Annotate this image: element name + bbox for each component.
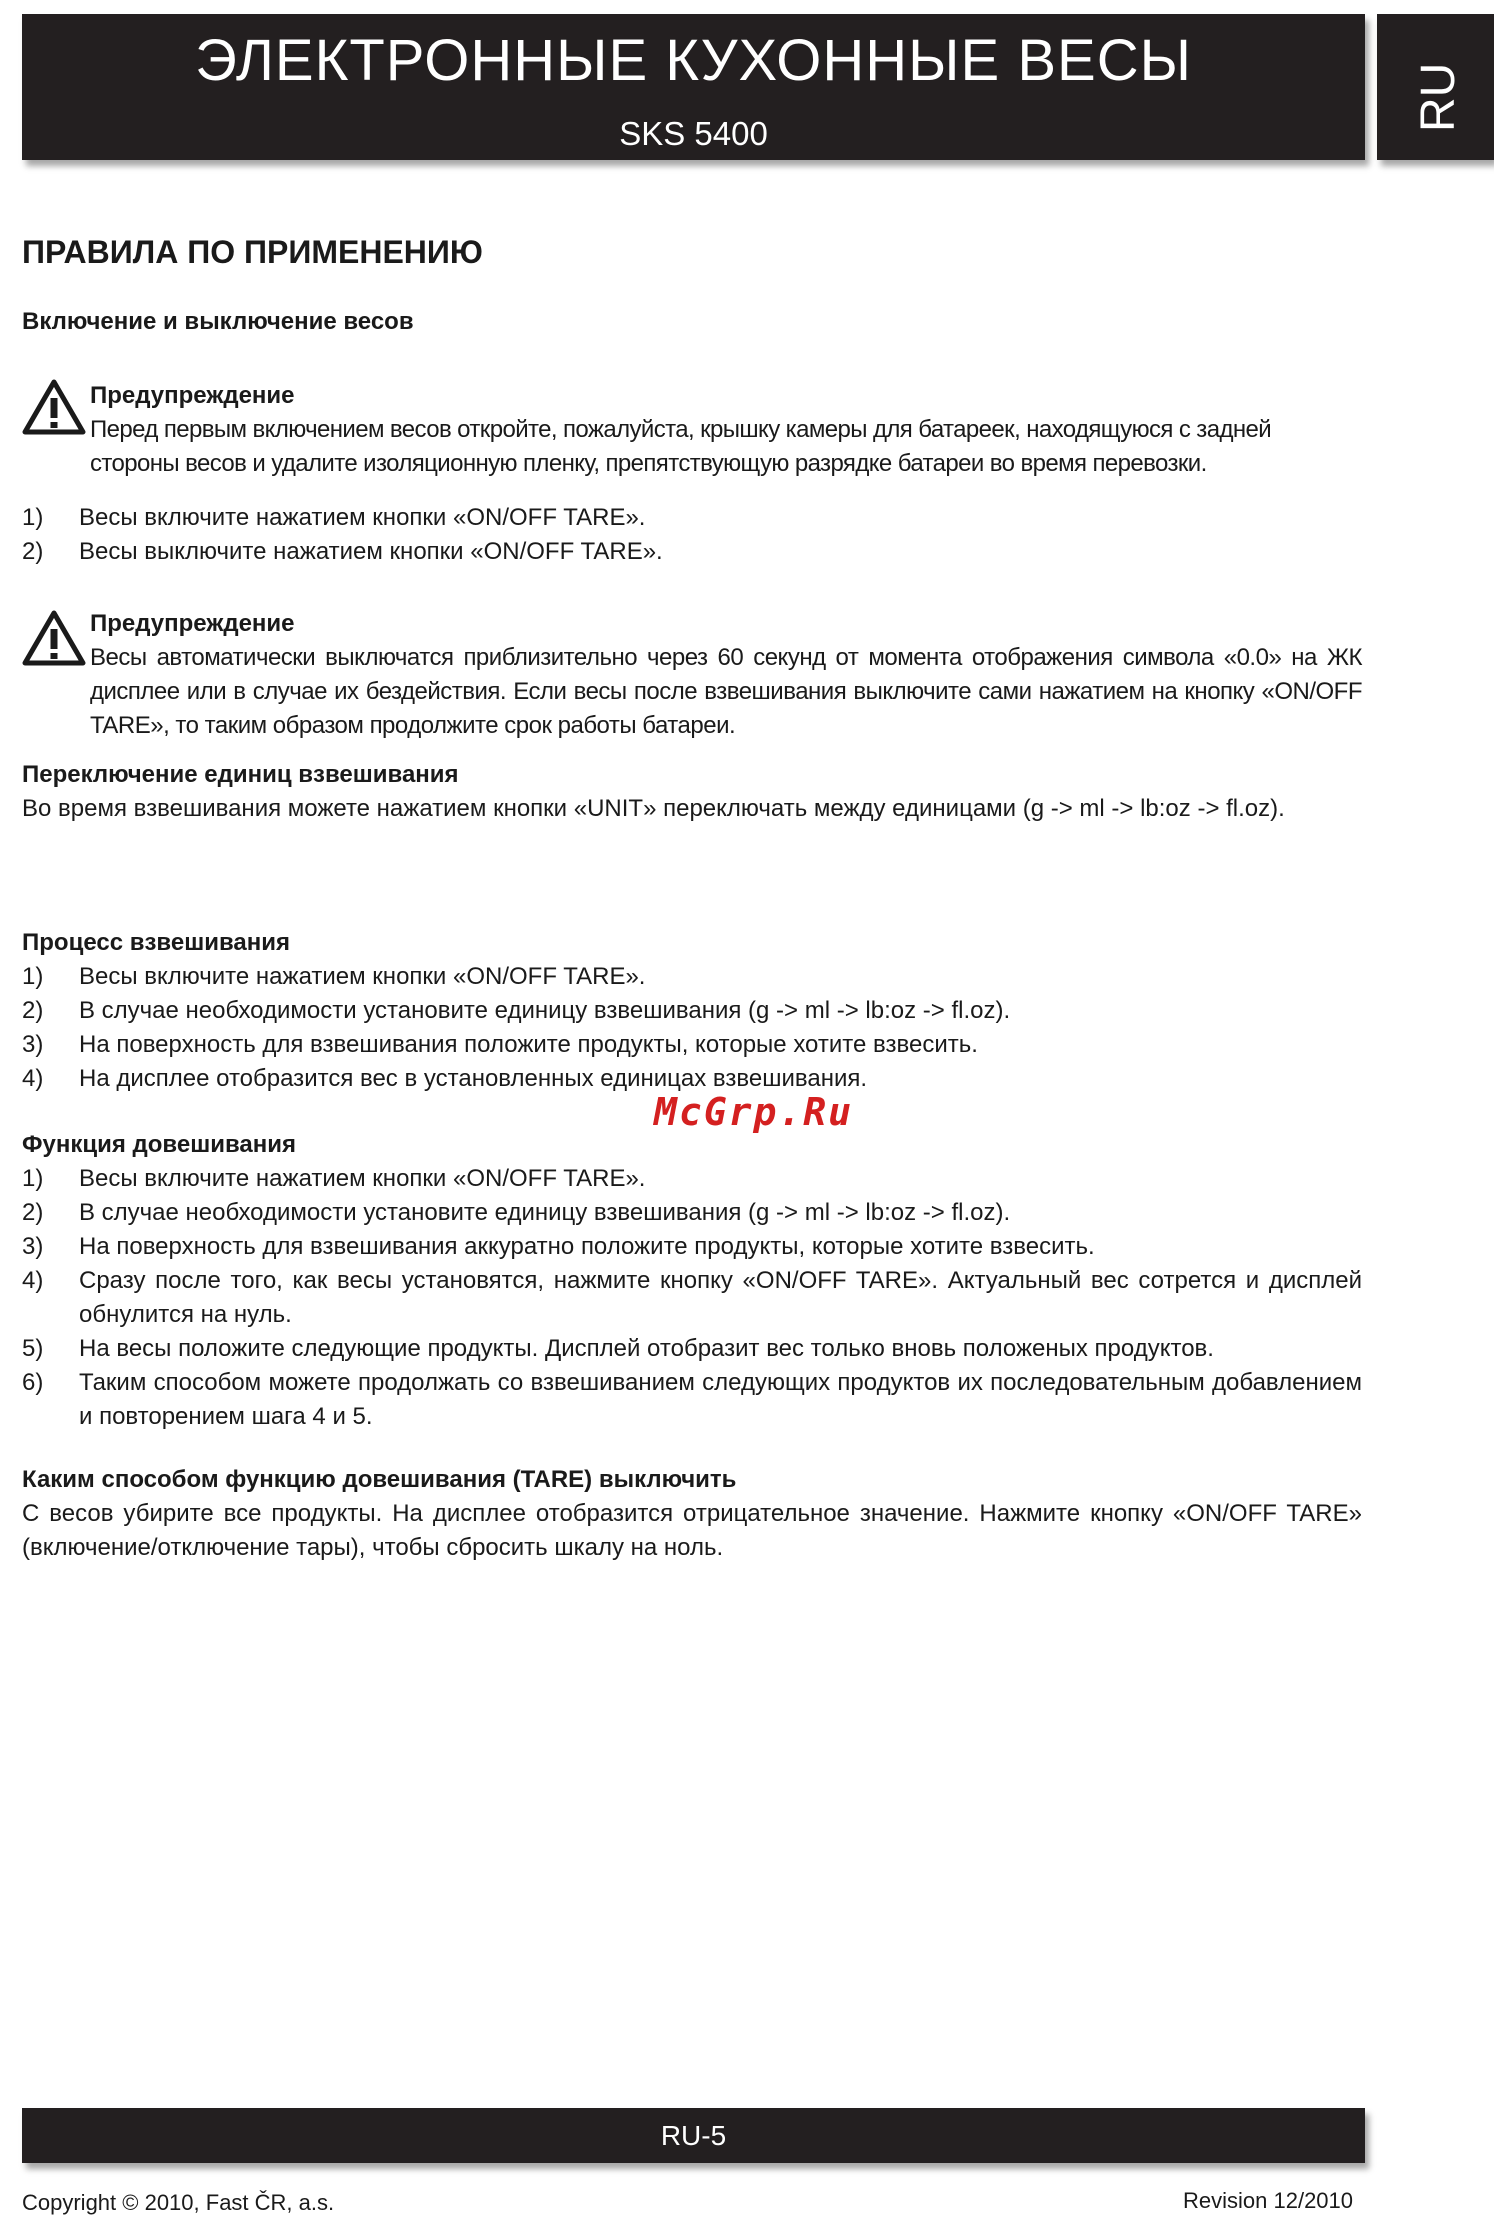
step-number: 1): [22, 504, 44, 531]
step-text: На весы положите следующие продукты. Дисплей отобразит вес только вновь положеных продуктов.: [79, 1335, 1214, 1362]
header-bar: [22, 14, 1365, 160]
step-number: 3): [22, 1233, 44, 1260]
step-number: 4): [22, 1267, 44, 1294]
document-title: ЭЛЕКТРОННЫЕ КУХОННЫЕ ВЕСЫ: [195, 28, 1192, 93]
step-text: Сразу после того, как весы установятся, нажмите кнопку «ON/OFF TARE». Актуальный вес сотрется и дисплей обнулится на нуль.: [79, 1267, 1362, 1328]
tare-off-heading: Каким способом функцию довешивания (TARE) выключить: [22, 1466, 737, 1493]
step-text: В случае необходимости установите единицу взвешивания (g -> ml -> lb:oz -> fl.oz).: [79, 1199, 1011, 1226]
model-number: SKS 5400: [619, 115, 768, 152]
step-text: Весы выключите нажатием кнопки «ON/OFF TARE».: [79, 538, 663, 565]
step-number: 1): [22, 1165, 44, 1192]
language-tab: [1377, 14, 1494, 160]
warning-text-line: Перед первым включением весов откройте, пожалуйста, крышку камеры для батареек, находящуюся с задней: [90, 416, 1272, 443]
step-number: 2): [22, 538, 44, 565]
copyright-notice: Copyright © 2010, Fast ČR, a.s.: [22, 2190, 335, 2215]
step-text: На дисплее отобразится вес в установленных единицах взвешивания.: [79, 1065, 868, 1092]
step-number: 2): [22, 1199, 44, 1226]
language-label: RU: [1412, 62, 1465, 132]
step-number: 4): [22, 1065, 44, 1092]
units-text: Во время взвешивания можете нажатием кнопки «UNIT» переключать между единицами (g -> ml -> lb:oz -> fl.oz).: [22, 795, 1285, 822]
warning-icon: [22, 609, 86, 667]
warning-text-line: стороны весов и удалите изоляционную пленку, препятствующую разрядке батареи во время перевозки.: [90, 450, 1207, 477]
page-number: RU-5: [660, 2120, 727, 2151]
weighing-heading: Процесс взвешивания: [22, 929, 290, 956]
warning-text: Весы автоматически выключатся приблизительно через 60 секунд от момента отображения символа «0.0» на ЖК дисплее или в случае их бездействия. Если весы после взвешивания выключите сами нажатием на кнопку «ON/OFF TARE», то таким образом продолжите срок работы батареи.: [90, 644, 1362, 739]
step-text: Весы включите нажатием кнопки «ON/OFF TARE».: [79, 1165, 646, 1192]
section-title: ПРАВИЛА ПО ПРИМЕНЕНИЮ: [22, 234, 483, 270]
step-text: Таким способом можете продолжать со взвешиванием следующих продуктов их последовательным добавлением и повторением шага 4 и 5.: [79, 1369, 1362, 1430]
warning-title: Предупреждение: [90, 382, 295, 409]
step-text: Весы включите нажатием кнопки «ON/OFF TARE».: [79, 963, 646, 990]
warning-icon: [22, 378, 86, 436]
step-number: 3): [22, 1031, 44, 1058]
power-heading: Включение и выключение весов: [22, 308, 414, 335]
step-text: Весы включите нажатием кнопки «ON/OFF TARE».: [79, 504, 646, 531]
revision-label: Revision 12/2010: [1183, 2188, 1354, 2213]
watermark-text: McGrp.Ru: [654, 1090, 854, 1134]
tare-off-text: С весов убирите все продукты. На дисплее отобразится отрицательное значение. Нажмите кнопку «ON/OFF TARE» (включение/отключение тары), чтобы сбросить шкалу на ноль.: [22, 1500, 1362, 1561]
step-text: На поверхность для взвешивания аккуратно положите продукты, которые хотите взвесить.: [79, 1233, 1095, 1260]
step-number: 6): [22, 1369, 44, 1396]
tare-heading: Функция довешивания: [22, 1131, 296, 1158]
step-number: 1): [22, 963, 44, 990]
units-heading: Переключение единиц взвешивания: [22, 761, 459, 788]
step-number: 2): [22, 997, 44, 1024]
footer-bar: [22, 2108, 1365, 2163]
step-number: 5): [22, 1335, 44, 1362]
warning-title: Предупреждение: [90, 610, 295, 637]
step-text: В случае необходимости установите единицу взвешивания (g -> ml -> lb:oz -> fl.oz).: [79, 997, 1011, 1024]
step-text: На поверхность для взвешивания положите продукты, которые хотите взвесить.: [79, 1031, 978, 1058]
